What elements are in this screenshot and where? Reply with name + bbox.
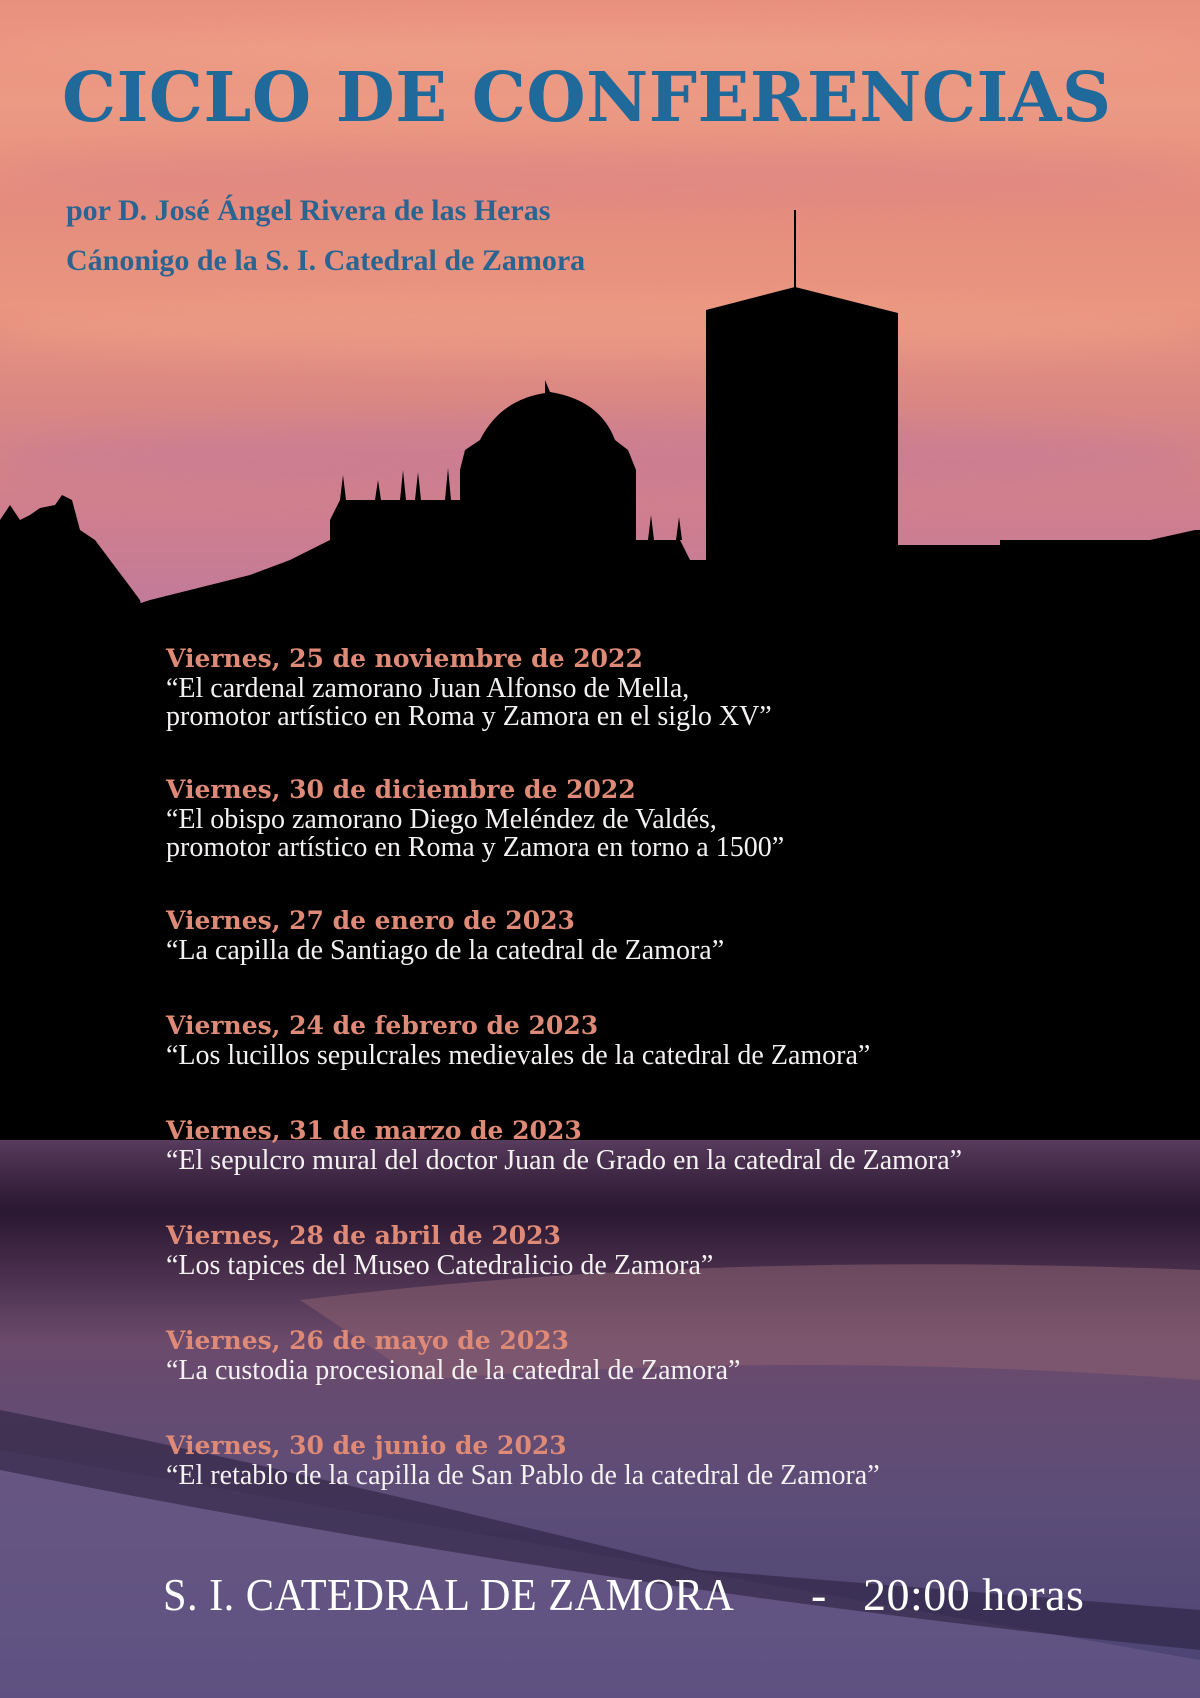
footer-separator: - (811, 1569, 827, 1620)
lecture-item (166, 642, 1166, 773)
speaker-name: por D. José Ángel Rivera de las Heras (66, 194, 551, 227)
lecture-item (166, 773, 1166, 904)
venue-time-footer (163, 1568, 1085, 1621)
lecture-date: Viernes, 27 de enero de 2023 (166, 906, 575, 935)
lecture-item (166, 1429, 1166, 1534)
lecture-title: “El retablo de la capilla de San Pablo de la catedral de Zamora” (166, 1460, 880, 1491)
lecture-date: Viernes, 24 de febrero de 2023 (166, 1011, 599, 1040)
speaker-role: Cánonigo de la S. I. Catedral de Zamora (66, 244, 586, 277)
lecture-title: “El obispo zamorano Diego Meléndez de Valdés, promotor artístico en Roma y Zamora en torno a 1500” (166, 804, 785, 863)
lecture-schedule (166, 642, 1166, 1534)
lecture-title: “La capilla de Santiago de la catedral de Zamora” (166, 935, 725, 966)
lecture-title: “La custodia procesional de la catedral de Zamora” (166, 1355, 741, 1386)
lecture-date: Viernes, 31 de marzo de 2023 (166, 1116, 582, 1145)
lecture-title: “El cardenal zamorano Juan Alfonso de Mella, promotor artístico en Roma y Zamora en el siglo XV” (166, 673, 772, 732)
lecture-date: Viernes, 28 de abril de 2023 (166, 1221, 561, 1250)
lecture-item (166, 1219, 1166, 1324)
lecture-item (166, 1324, 1166, 1429)
lecture-title: “El sepulcro mural del doctor Juan de Grado en la catedral de Zamora” (166, 1145, 963, 1176)
lecture-date: Viernes, 26 de mayo de 2023 (166, 1326, 569, 1355)
lecture-item (166, 1009, 1166, 1114)
lecture-item (166, 1114, 1166, 1219)
lecture-date: Viernes, 30 de junio de 2023 (166, 1431, 567, 1460)
lecture-title: “Los tapices del Museo Catedralicio de Zamora” (166, 1250, 714, 1281)
venue-name: S. I. CATEDRAL DE ZAMORA (163, 1569, 735, 1620)
lecture-date: Viernes, 30 de diciembre de 2022 (166, 775, 636, 804)
event-time: 20:00 horas (863, 1569, 1085, 1620)
poster-title: CICLO DE CONFERENCIAS (62, 58, 1112, 138)
lecture-item (166, 904, 1166, 1009)
lecture-title: “Los lucillos sepulcrales medievales de la catedral de Zamora” (166, 1040, 871, 1071)
lecture-date: Viernes, 25 de noviembre de 2022 (166, 644, 643, 673)
